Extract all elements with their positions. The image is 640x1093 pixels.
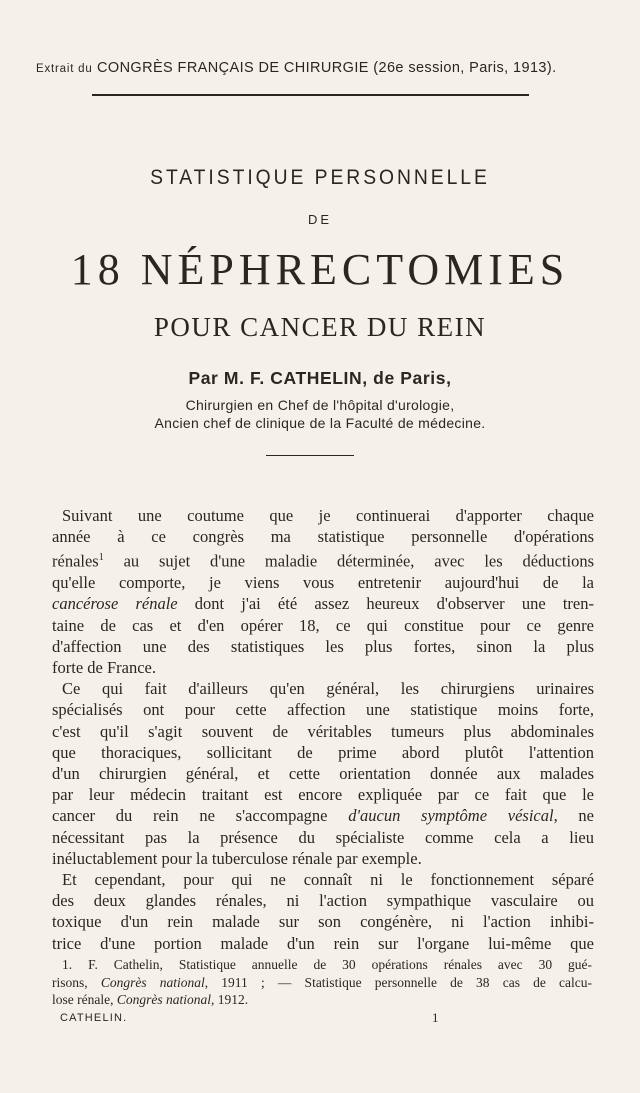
body-line: rénales$^1$ au sujet d'une maladie déterminée, avec les déductions [52, 551, 594, 571]
body-line: forte de France. [52, 657, 156, 677]
footnote [52, 956, 592, 1009]
author-affiliation-1: Chirurgien en Chef de l'hôpital d'urologie, [185, 397, 455, 413]
body-line: Et cependant, pour qui ne connaît ni le fonctionnement séparé [62, 869, 594, 889]
body-line: inéluctablement pour la tuberculose rénale par exemple. [52, 848, 422, 868]
header-congress: CONGRÈS FRANÇAIS DE CHIRURGIE (26e session, Paris, 1913). [97, 60, 557, 76]
body-line: nécessitant pas la présence du spécialiste comme cela a lieu [52, 827, 594, 847]
body-line: spécialisés ont pour cette affection une statistique moins forte, [52, 700, 594, 720]
title-line-1: STATISTIQUE PERSONNELLE [150, 166, 490, 189]
body-line: Suivant une coutume que je continuerai d'apporter chaque [62, 506, 594, 525]
body-line: des deux glandes rénales, ni l'action sympathique vasculaire ou [52, 891, 594, 911]
emphasis: cancérose rénale [52, 594, 178, 614]
body-line: toxique d'un rein malade sur son congénère, ni l'action inhibi- [52, 912, 594, 932]
header-extrait: Extrait du [36, 63, 93, 75]
printer-signature: CATHELIN. [60, 1012, 128, 1024]
body-line: trice d'une portion malade d'un rein sur l'organe lui-même que [52, 933, 594, 953]
offprint-header [36, 60, 596, 76]
section-divider [266, 455, 354, 456]
body-line: d'un chirurgien général, et cette orientation donnée aux malades [52, 763, 594, 783]
footnote-line: lose rénale, Congrès national, 1912. [52, 992, 249, 1007]
signature-number: 1 [432, 1010, 439, 1025]
author-name: Par M. F. CATHELIN, de Paris, [188, 368, 452, 388]
footnote-line: 1. F. Cathelin, Statistique annuelle de 30 opérations rénales avec 30 gué- [62, 957, 592, 972]
title-line-2: DE [307, 212, 333, 227]
body-line: Ce qui fait d'ailleurs qu'en général, les chirurgiens urinaires [62, 679, 594, 699]
body-line: cancer du rein ne s'accompagne d'aucun symptôme vésical, ne [52, 806, 594, 826]
author-affiliation-2: Ancien chef de clinique de la Faculté de médecine. [154, 415, 486, 431]
body-line: année à ce congrès ma statistique personnelle d'opérations [52, 527, 594, 547]
footnote-line: risons, Congrès national, 1911 ; — Statistique personnelle de 38 cas de calcu- [52, 974, 592, 990]
body-line: d'affection une des statistiques les plus fortes, sinon la plus [52, 636, 594, 656]
footnote-ref: 1 [98, 552, 104, 564]
body-line: par leur médecin traitant est encore expliquée par ce fait que le [52, 785, 594, 805]
body-line: taine de cas et d'en opérer 18, ce qui constitue pour ce genre [52, 615, 594, 635]
body-line: que thoraciques, sollicitant de prime abord plutôt l'attention [52, 742, 594, 762]
title-line-3: 18 NÉPHRECTOMIES [70, 245, 570, 294]
body-line: qu'elle comporte, je viens vous entretenir aujourd'hui de la [52, 573, 594, 593]
emphasis: d'aucun symptôme vésical [348, 806, 554, 826]
body-line: c'est qu'il s'agit souvent de véritables tumeurs plus abdominales [52, 721, 594, 741]
header-rule [92, 94, 529, 96]
title-line-4: POUR CANCER DU REIN [153, 312, 487, 342]
body-text [52, 505, 594, 954]
body-line: cancérose rénale dont j'ai été assez heureux d'observer une tren- [52, 594, 594, 614]
